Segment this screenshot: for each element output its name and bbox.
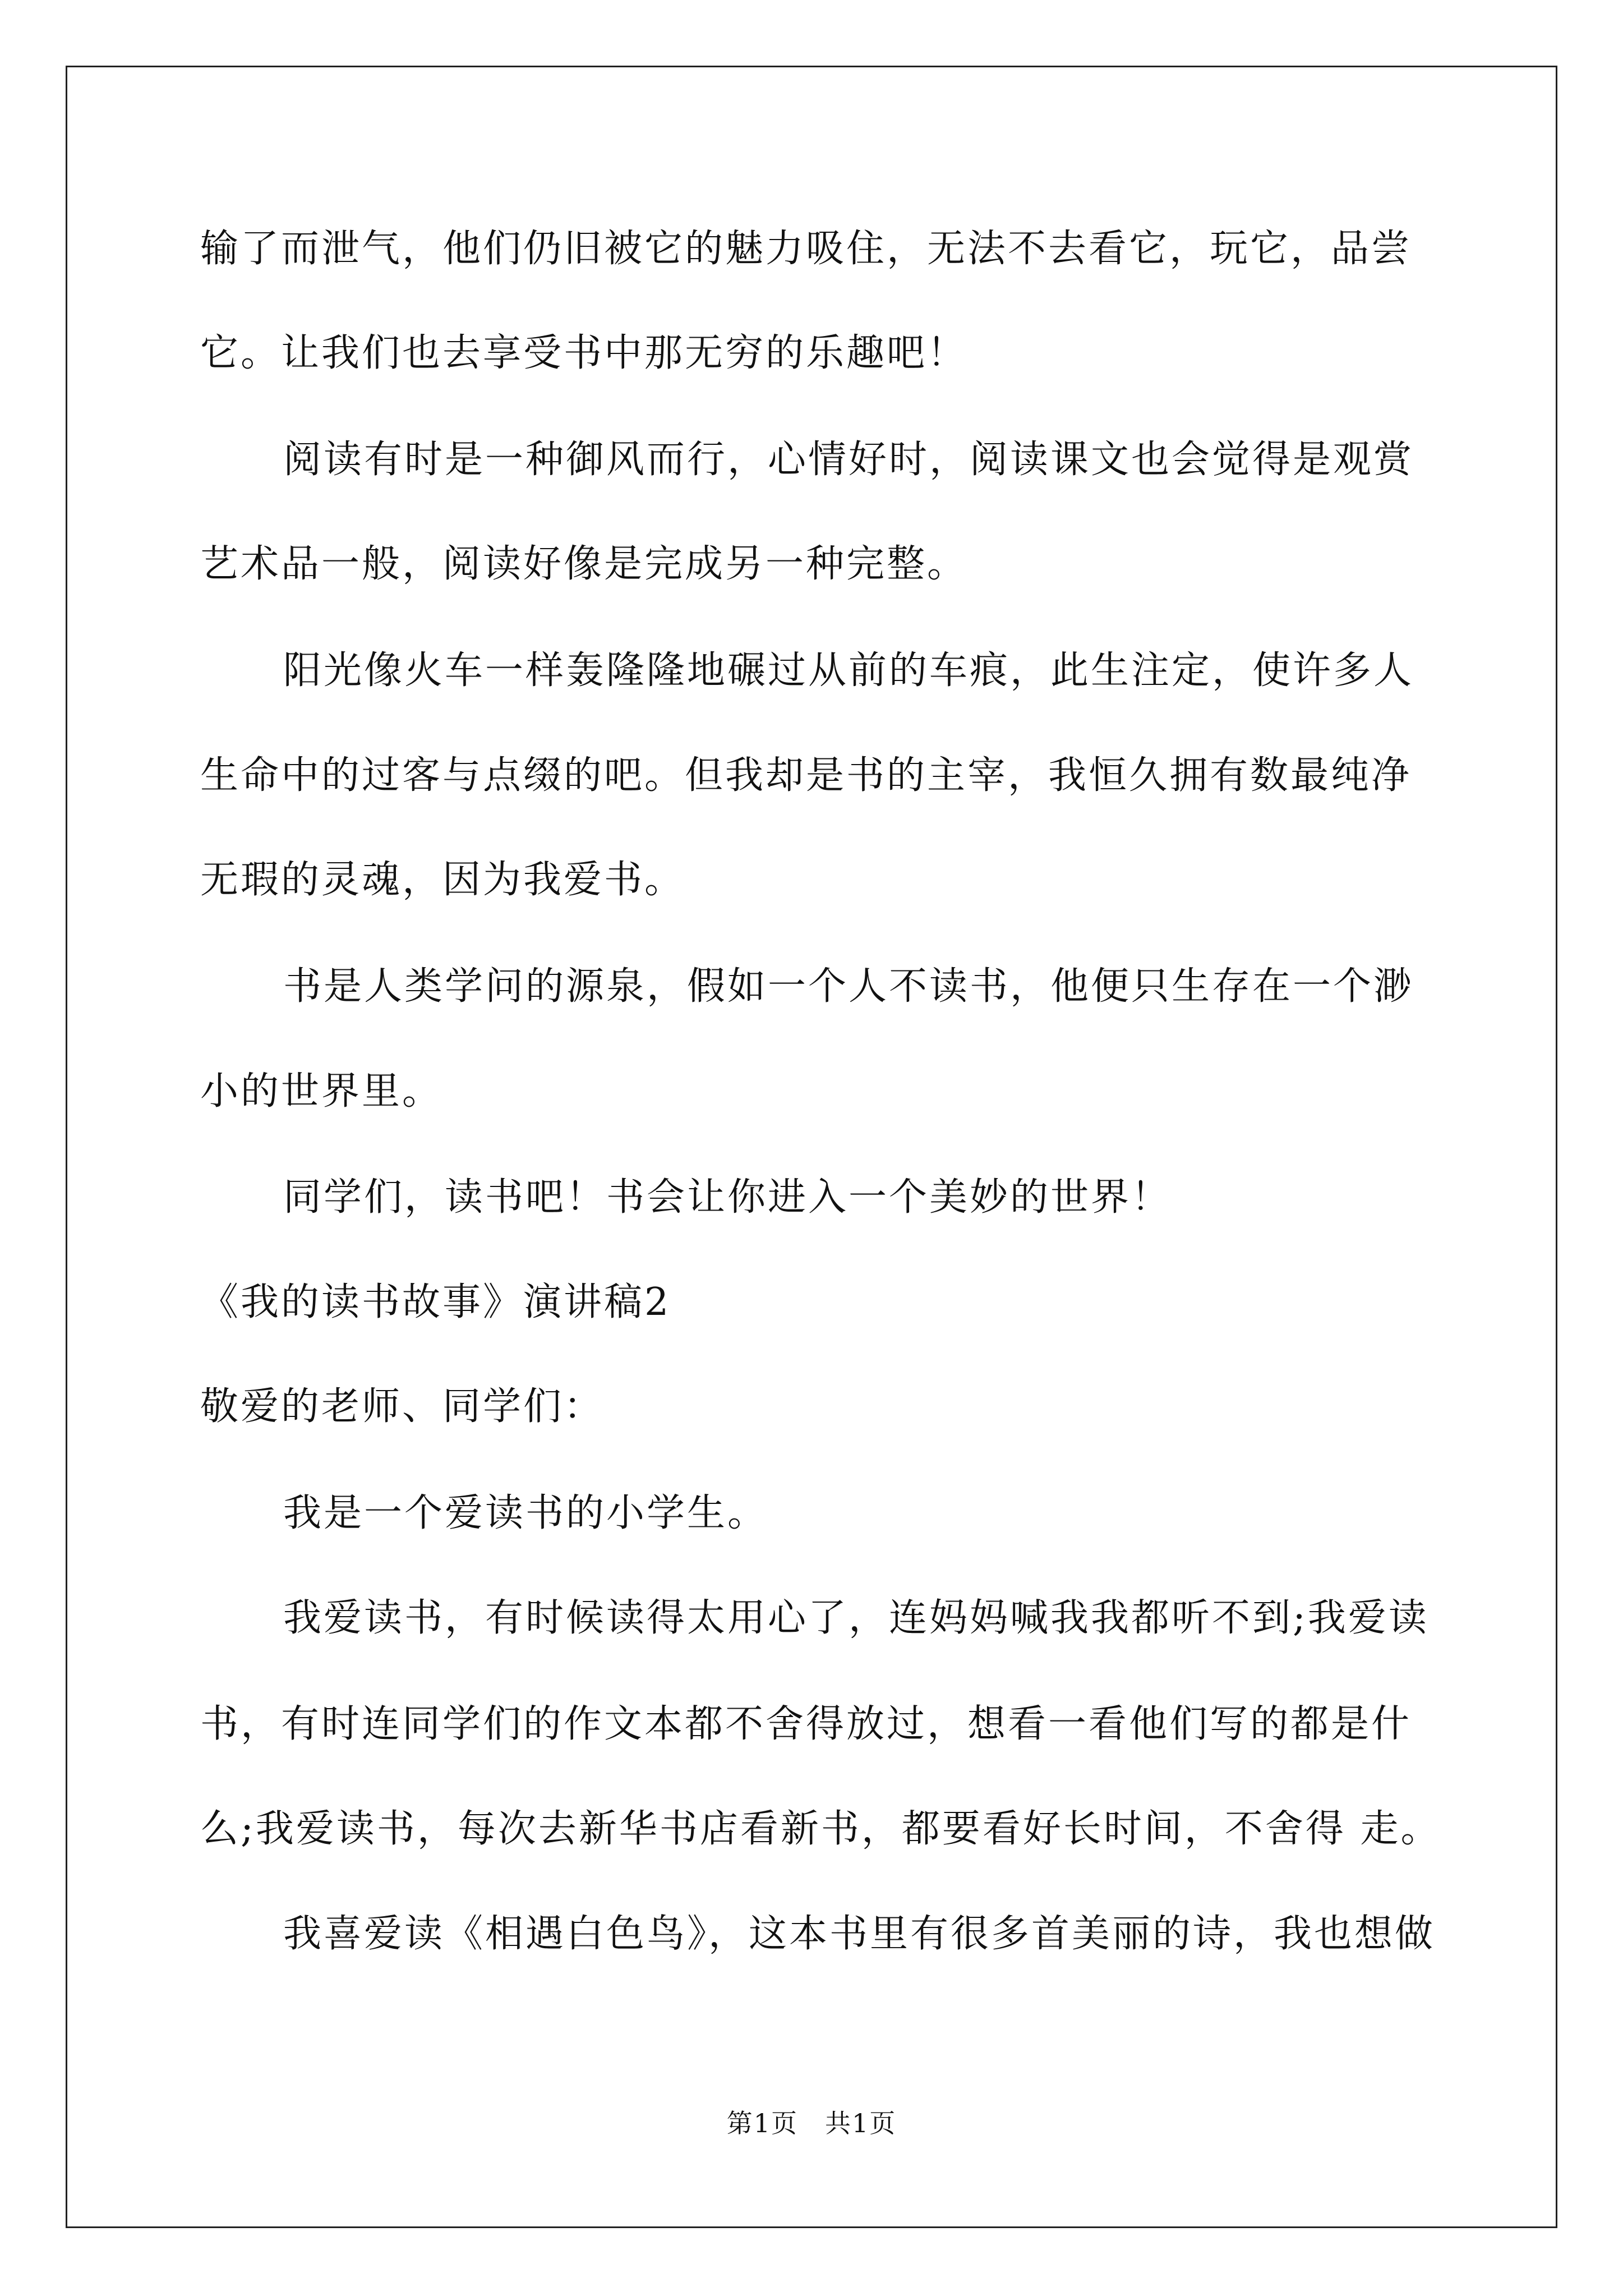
text-line: 么;我爱读书，每次去新华书店看新书，都要看好长时间，不舍得 走。 (200, 1807, 1441, 1851)
text-line: 无瑕的灵魂，因为我爱书。 (200, 858, 685, 902)
text-line: 输了而泄气，他们仍旧被它的魅力吸住，无法不去看它，玩它，品尝 (200, 227, 1412, 271)
text-line: 生命中的过客与点缀的吧。但我却是书的主宰，我恒久拥有数最纯净 (200, 753, 1412, 798)
text-line: 阅读有时是一种御风而行，心情好时，阅读课文也会觉得是观赏 (283, 438, 1414, 482)
text-line: 我喜爱读《相遇白色鸟》，这本书里有很多首美丽的诗，我也想做 (283, 1912, 1436, 1956)
text-line: 它。让我们也去享受书中那无穷的乐趣吧！ (200, 331, 968, 375)
page-footer: 第1页 共1页 (726, 2108, 897, 2138)
text-line: 我爱读书，有时候读得太用心了，连妈妈喊我我都听不到;我爱读 (283, 1596, 1429, 1640)
text-line: 同学们，读书吧！书会让你进入一个美妙的世界！ (283, 1175, 1172, 1220)
text-line: 艺术品一般，阅读好像是完成另一种完整。 (200, 542, 968, 586)
text-line: 书是人类学问的源泉，假如一个人不读书，他便只生存在一个渺 (283, 964, 1414, 1009)
text-line: 小的世界里。 (200, 1069, 443, 1114)
section-heading: 《我的读书故事》演讲稿2 (200, 1280, 671, 1324)
salutation: 敬爱的老师、同学们： (200, 1384, 605, 1429)
text-line: 我是一个爱读书的小学生。 (283, 1491, 768, 1535)
text-line: 书，有时连同学们的作文本都不舍得放过，想看一看他们写的都是什 (200, 1702, 1412, 1746)
page-border (66, 66, 1557, 2228)
text-line: 阳光像火车一样轰隆隆地碾过从前的车痕，此生注定，使许多人 (283, 648, 1414, 693)
